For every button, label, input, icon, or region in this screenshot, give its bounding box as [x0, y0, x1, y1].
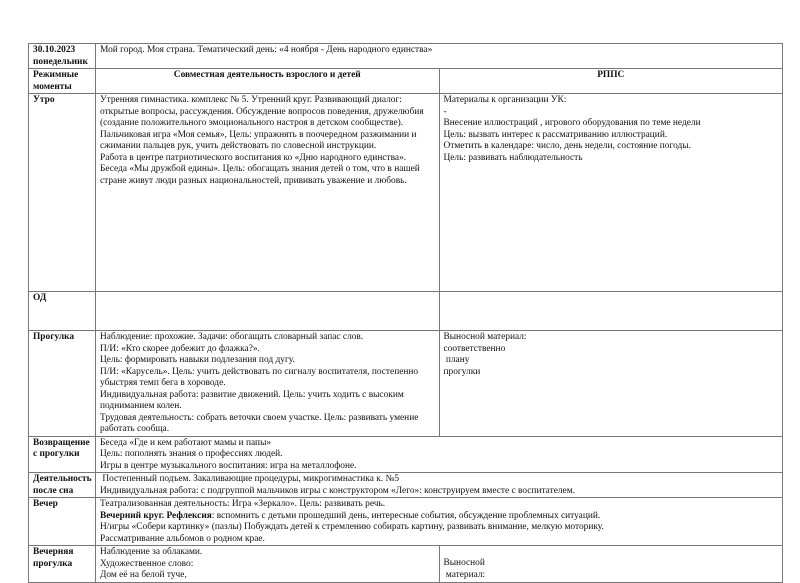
activity-line: Художественное слово: [100, 558, 194, 569]
activity-cell [96, 436, 783, 473]
activity-cell [96, 331, 440, 437]
activity-line: Н/игры «Собери картинку» (пазлы) Побуждать детей к стремлению собирать картину, развивать внимание, мелкую моторику. [100, 522, 604, 532]
date: 30.10.2023 [33, 45, 76, 55]
column-header-row [29, 69, 783, 94]
activity-cell [96, 473, 783, 498]
activity-cell [96, 498, 783, 546]
table-row-evening [29, 498, 783, 546]
row-label: Вечер [29, 498, 96, 546]
evening-circle-title: Вечерний круг. Рефлексия [100, 510, 212, 521]
rpps-header: РППС [439, 69, 783, 94]
date-row [29, 44, 783, 69]
table-row-evening-walk [29, 546, 783, 583]
table-row-morning [29, 94, 783, 292]
activity-line: Индивидуальная работа: развитие движений. Цель: учить ходить с высоким подниманием колен. [100, 389, 404, 411]
activity-line: Цель: формировать навыки подлезания под дугу. [100, 355, 295, 365]
activity-line: Цель: пополнять знания о профессиях людей. [100, 449, 283, 459]
date-cell [29, 44, 96, 69]
row-label: Прогулка [29, 331, 96, 437]
activity-line: Дом её на белой туче, [100, 570, 187, 580]
activity-line: Утренняя гимнастика. комплекс № 5. Утренний круг. Развивающий диалог: открытые вопросы, рассуждения. Обсуждение вопросов поведения, дружелюбия (создание положительного эмоционального настроя в детском сообществе). [100, 95, 424, 128]
rpps-line: материал: [443, 569, 486, 580]
table-row-od [29, 292, 783, 331]
activity-line: Наблюдение: прохожие. Задачи: обогащать словарный запас слов. [100, 332, 364, 342]
activity-cell [96, 292, 440, 331]
rpps-line: Выносной материал: [443, 332, 527, 342]
rpps-line: Цель: вызвать интерес к рассматриванию иллюстраций. [443, 129, 668, 140]
activity-cell [96, 94, 440, 292]
theme-cell: Мой город. Моя страна. Тематический день: «4 ноября - День народного единства» [96, 44, 783, 69]
activity-line: Индивидуальная работа: с подгруппой мальчиков игры с конструктором «Лего»: конструируем вместе с воспитателем. [100, 485, 575, 496]
activity-line: Беседа «Где и кем работают мамы и папы» [100, 437, 272, 448]
rpps-cell [439, 546, 783, 583]
row-label: Деятельность после сна [29, 473, 96, 498]
activity-line [100, 511, 778, 523]
activity-line: Рассматривание альбомов о родном крае. [100, 533, 265, 544]
activity-line: Работа в центре патриотического воспитания ко «Дню народного единства». [100, 152, 407, 163]
activity-line: Постепенный подъем. Закаливающие процедуры, микрогимнастика к. №5 [100, 474, 400, 484]
rpps-line: плану [443, 355, 470, 365]
activity-line: Наблюдение за облаками. [100, 547, 203, 557]
row-label: Утро [29, 94, 96, 292]
activity-line: Театрализованная деятельность: Игра «Зеркало». Цель: развивать речь. [100, 499, 386, 509]
row-label: ОД [29, 292, 96, 331]
weekday: понедельник [33, 56, 88, 67]
rpps-line: - [443, 106, 447, 117]
activity-header: Совместная деятельность взрослого и детей [96, 69, 440, 94]
evening-circle-text: : вспомнить с детьми прошедший день, интересные события, обсуждение проблемных ситуаций. [211, 510, 601, 521]
activity-line: Беседа «Мы дружбой едины». Цель: обогащать знания детей о том, что в нашей стране живут люди разных национальностей, прививать уважение и любовь. [100, 164, 420, 186]
rpps-line: Материалы к организации УК: [443, 95, 567, 105]
rpps-cell [439, 292, 783, 331]
daily-plan-table [28, 43, 783, 583]
table-row-after-nap [29, 473, 783, 498]
activity-line: Пальчиковая игра «Моя семья», Цель: упражнять в поочередном разжимании и сжимании пальцев рук, учить действовать по словесной инструкции. [100, 129, 417, 151]
rpps-cell [439, 94, 783, 292]
rpps-line: Внесение иллюстраций , игрового оборудования по теме недели [443, 118, 701, 128]
moments-header: Режимные моменты [29, 69, 96, 94]
table-row-walk [29, 331, 783, 437]
row-label: Вечерняя прогулка [29, 546, 96, 583]
activity-line: Игры в центре музыкального воспитания: игра на металлофоне. [100, 460, 357, 471]
row-label: Возвращение с прогулки [29, 436, 96, 473]
rpps-line: прогулки [443, 366, 481, 377]
activity-line: П/И: «Кто скорее добежит до флажка?». [100, 343, 260, 354]
rpps-line: Цель: развивать наблюдательность [443, 152, 583, 163]
activity-cell [96, 546, 440, 583]
rpps-line: соответственно [443, 343, 506, 354]
rpps-cell [439, 331, 783, 437]
rpps-line: Выносной [443, 558, 485, 568]
rpps-line: Отметить в календаре: число, день недели, состояние погоды. [443, 141, 691, 151]
activity-line: П/И: «Карусель». Цель: учить действовать по сигналу воспитателя, постепенно убыстряя темп бега в хороводе. [100, 366, 419, 388]
activity-line: Трудовая деятельность: собрать веточки своем участке. Цель: развивать умение работать сообща. [100, 412, 419, 434]
table-row-return [29, 436, 783, 473]
